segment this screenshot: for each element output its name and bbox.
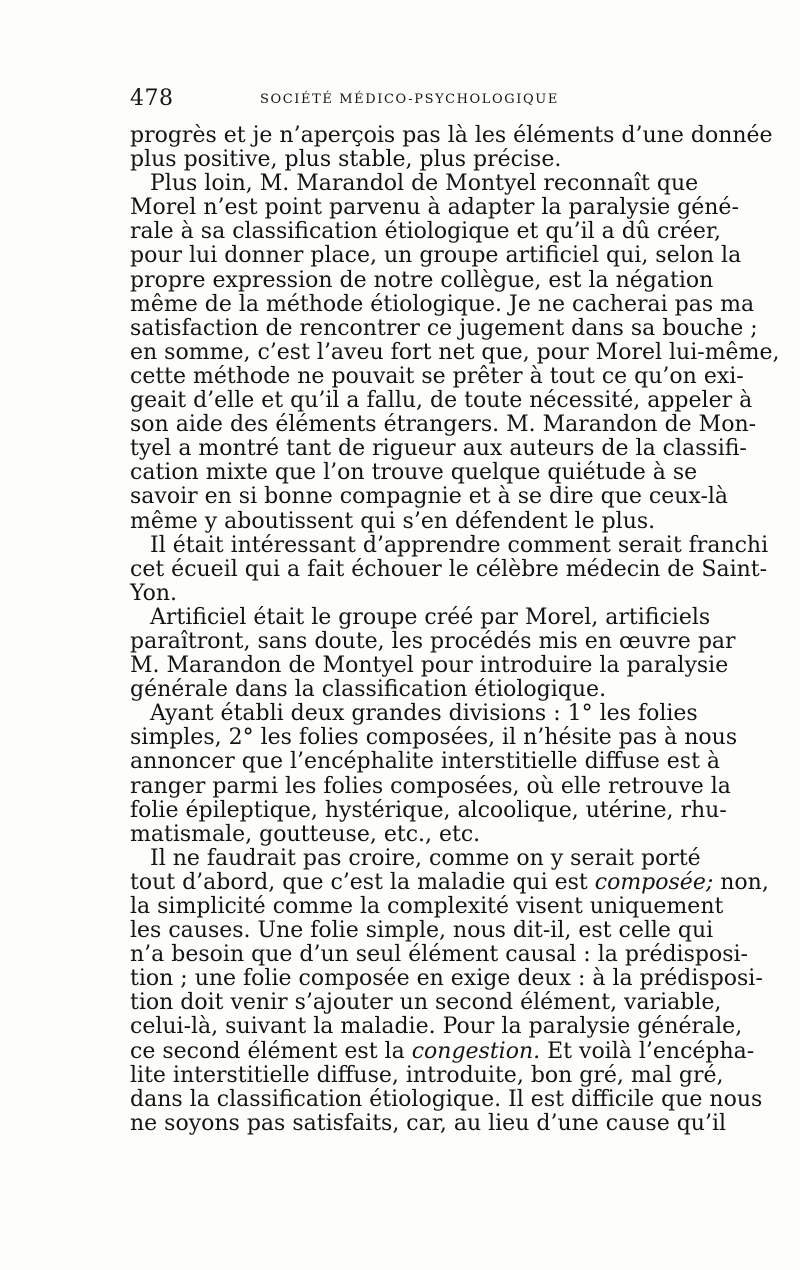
page-header	[130, 86, 680, 116]
text-line: simples, 2° les folies composées, il n’hésite pas à nous	[130, 725, 738, 751]
text-line: la simplicité comme la complexité visent uniquement	[130, 894, 724, 919]
text-line: pour lui donner place, un groupe artificiel qui, selon la	[130, 243, 742, 269]
text-line: Yon.	[130, 580, 178, 606]
text-line: progrès et je n’aperçois pas là les éléments d’une donnée	[130, 123, 773, 148]
text-line: propre expression de notre collègue, est la négation	[130, 267, 714, 293]
text-line: même de la méthode étiologique. Je ne cacherai pas ma	[130, 291, 755, 317]
text-line: celui-là, suivant la maladie. Pour la paralysie générale,	[130, 1014, 743, 1040]
text-line: annoncer que l’encéphalite interstitielle diffuse est à	[130, 749, 721, 775]
text-line: paraîtront, sans doute, les procédés mis en œuvre par	[130, 628, 736, 654]
text-line: tyel a montré tant de rigueur aux auteurs de la classifi-	[130, 436, 747, 462]
text-line: son aide des éléments étrangers. M. Marandon de Mon-	[130, 412, 757, 438]
text-line: Morel n’est point parvenu à adapter la paralysie géné-	[130, 195, 739, 221]
page-number: 478	[130, 86, 174, 111]
running-head: SOCIÉTÉ MÉDICO-PSYCHOLOGIQUE	[260, 92, 559, 107]
text-line: matismale, goutteuse, etc., etc.	[130, 821, 481, 847]
text-line	[130, 869, 769, 895]
text-line: M. Marandon de Montyel pour introduire la paralysie	[130, 653, 729, 679]
text-line: ranger parmi les folies composées, où elle retrouve la	[130, 773, 731, 799]
italic-word: composée;	[594, 869, 714, 895]
text-line: même y aboutissent qui s’en défendent le plus.	[130, 508, 656, 534]
text-line: cation mixte que l’on trouve quelque quiétude à se	[130, 460, 698, 486]
text-line: lite interstitielle diffuse, introduite, bon gré, mal gré,	[130, 1062, 724, 1088]
text-line: savoir en si bonne compagnie et à se dire que ceux-là	[130, 484, 729, 510]
text-line: rale à sa classification étiologique et qu’il a dû créer,	[130, 219, 721, 245]
text-line: Il ne faudrait pas croire, comme on y serait porté	[150, 845, 701, 871]
text-line: tion ; une folie composée en exige deux : à la prédisposi-	[130, 966, 763, 992]
text-line: cet écueil qui a fait échouer le célèbre médecin de Saint-	[130, 556, 768, 582]
text-line: tion doit venir s’ajouter un second élément, variable,	[130, 990, 722, 1016]
text-line: Ayant établi deux grandes divisions : 1° les folies	[150, 701, 698, 727]
text-line: ne soyons pas satisfaits, car, au lieu d’une cause qu’il	[130, 1110, 727, 1136]
text-segment: non,	[713, 869, 769, 895]
text-line: en somme, c’est l’aveu fort net que, pour Morel lui-même,	[130, 339, 780, 365]
text-line: plus positive, plus stable, plus précise.	[130, 147, 562, 173]
text-segment: Et voilà l’encépha-	[540, 1038, 755, 1064]
text-line: folie épileptique, hystérique, alcoolique, utérine, rhu-	[130, 797, 727, 823]
text-line: les causes. Une folie simple, nous dit-il, est celle qui	[130, 918, 714, 944]
italic-word: congestion.	[411, 1038, 541, 1064]
text-segment: tout d’abord, que c’est la maladie qui est	[130, 869, 595, 895]
text-line: Plus loin, M. Marandol de Montyel reconnaît que	[150, 171, 699, 197]
text-line: Il était intéressant d’apprendre comment serait franchi	[150, 532, 769, 558]
text-line: Artificiel était le groupe créé par Morel, artificiels	[150, 604, 711, 630]
text-line: générale dans la classification étiologique.	[130, 677, 607, 703]
body-text	[130, 123, 780, 1136]
text-line	[130, 1038, 755, 1064]
text-line: satisfaction de rencontrer ce jugement dans sa bouche ;	[130, 315, 758, 341]
text-line: cette méthode ne pouvait se prêter à tout ce qu’on exi-	[130, 363, 744, 389]
text-line: geait d’elle et qu’il a fallu, de toute nécessité, appeler à	[130, 388, 753, 414]
text-line: n’a besoin que d’un seul élément causal : la prédisposi-	[130, 942, 748, 968]
text-segment: ce second élément est la	[130, 1038, 412, 1064]
text-line: dans la classification étiologique. Il est difficile que nous	[130, 1086, 763, 1112]
